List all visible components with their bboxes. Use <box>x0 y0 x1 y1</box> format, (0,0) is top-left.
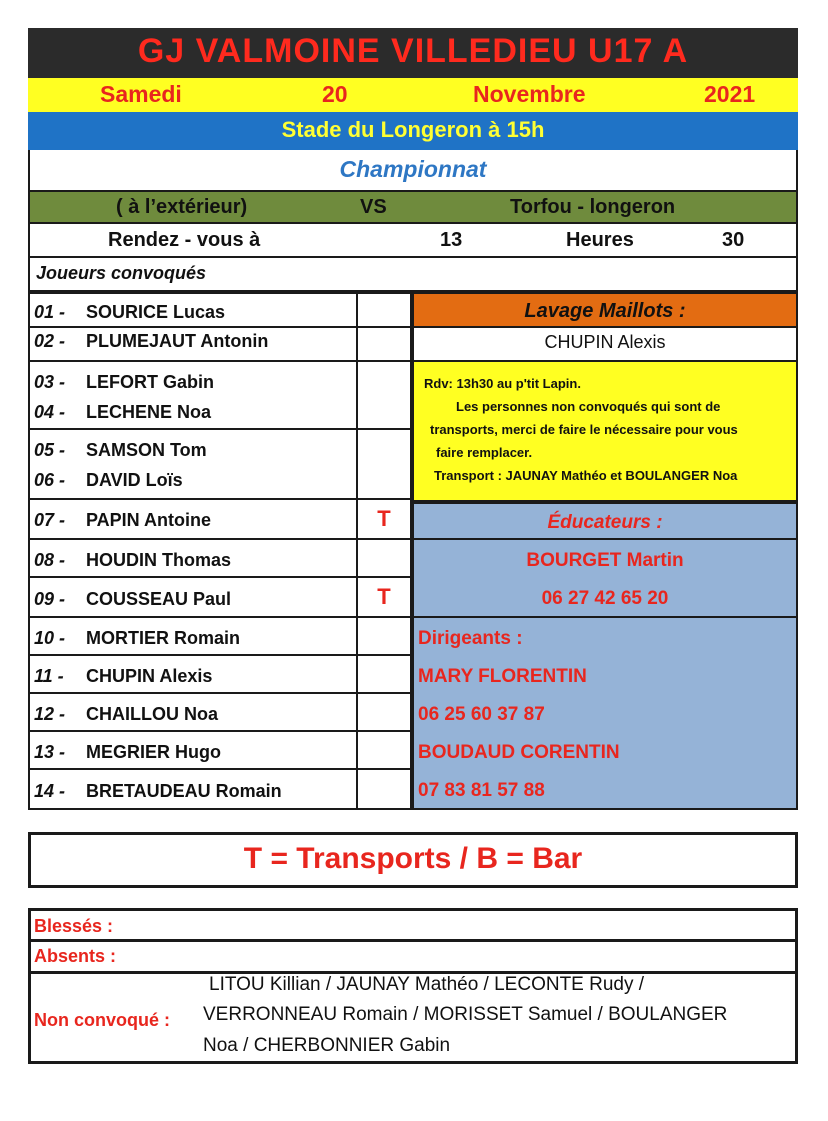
laundry-title: Lavage Maillots : <box>524 300 686 322</box>
date-banner <box>28 78 798 112</box>
rendezvous-minutes: 30 <box>722 229 745 251</box>
player-number: 01 - <box>34 302 66 322</box>
legend-text: T = Transports / B = Bar <box>243 842 583 875</box>
player-name: COUSSEAU Paul <box>86 589 232 609</box>
players-header <box>28 258 798 292</box>
player-number: 12 - <box>34 704 66 724</box>
note-line: Les personnes non convoqués qui sont de <box>456 399 721 414</box>
manager-name: MARY FLORENTIN <box>418 666 587 687</box>
player-name: HOUDIN Thomas <box>86 550 232 570</box>
transport-cell <box>356 540 412 578</box>
player-row <box>28 732 358 770</box>
transport-cell <box>356 430 412 500</box>
player-row <box>28 578 358 618</box>
transport-cell: T <box>356 578 412 618</box>
player-name: MEGRIER Hugo <box>86 742 221 762</box>
opponent-name: Torfou - longeron <box>510 196 676 218</box>
managers-panel <box>412 618 798 810</box>
player-row <box>28 656 358 694</box>
transport-cell <box>356 618 412 656</box>
date-number: 20 <box>322 81 348 107</box>
player-row <box>28 362 358 430</box>
match-banner <box>28 190 798 224</box>
player-number: 10 - <box>34 628 66 648</box>
note-line: transports, merci de faire le nécessaire pour vous <box>430 422 738 437</box>
note-line: Rdv: 13h30 au p'tit Lapin. <box>424 376 581 391</box>
rendezvous-hour: 13 <box>440 229 463 251</box>
player-name: MORTIER Romain <box>86 628 241 648</box>
day-label: Samedi <box>100 81 182 107</box>
rendezvous-row <box>28 224 798 258</box>
vs-label: VS <box>360 196 387 218</box>
manager-phone: 06 25 60 37 87 <box>418 704 545 725</box>
player-name: LECHENE Noa <box>86 402 212 422</box>
title-banner <box>28 28 798 78</box>
coaches-title: Éducateurs : <box>547 512 663 533</box>
not-selected-line: LITOU Killian / JAUNAY Mathéo / LECONTE Rudy / <box>209 974 645 995</box>
not-selected-label: Non convoqué : <box>34 1010 170 1030</box>
managers-title: Dirigeants : <box>418 628 523 649</box>
player-name: LEFORT Gabin <box>86 372 214 392</box>
player-name: SOURICE Lucas <box>86 302 226 322</box>
injured-row <box>28 908 798 942</box>
player-number: 08 - <box>34 550 66 570</box>
player-name: PAPIN Antoine <box>86 510 211 530</box>
player-number: 02 - <box>34 331 66 351</box>
hours-label: Heures <box>566 229 634 251</box>
transport-cell <box>356 770 412 810</box>
laundry-assignee: CHUPIN Alexis <box>544 332 666 352</box>
player-name: SAMSON Tom <box>86 440 207 460</box>
player-number: 13 - <box>34 742 66 762</box>
laundry-header <box>412 292 798 328</box>
player-number: 06 - <box>34 470 66 490</box>
manager-phone: 07 83 81 57 88 <box>418 780 545 801</box>
not-selected-line: VERRONNEAU Romain / MORISSET Samuel / BOULANGER <box>203 1004 728 1025</box>
player-row <box>28 500 358 540</box>
player-row <box>28 430 358 500</box>
injured-label: Blessés : <box>34 916 114 936</box>
month-label: Novembre <box>473 81 586 107</box>
player-name: DAVID Loïs <box>86 470 183 490</box>
player-row <box>28 618 358 656</box>
laundry-assignee-row <box>412 328 798 362</box>
player-row <box>28 540 358 578</box>
player-name: PLUMEJAUT Antonin <box>86 331 269 351</box>
not-selected-line: Noa / CHERBONNIER Gabin <box>203 1035 451 1056</box>
coaches-header <box>412 502 798 540</box>
note-line: Transport : JAUNAY Mathéo et BOULANGER Noa <box>434 468 738 483</box>
player-number: 14 - <box>34 781 66 801</box>
transport-cell <box>356 362 412 430</box>
transport-cell: T <box>356 500 412 540</box>
player-number: 05 - <box>34 440 66 460</box>
player-name: BRETAUDEAU Romain <box>86 781 282 801</box>
players-header-label: Joueurs convoqués <box>36 263 207 283</box>
player-row <box>28 328 358 362</box>
stadium-label: Stade du Longeron à 15h <box>281 117 545 142</box>
absent-row <box>28 942 798 974</box>
transport-cell <box>356 732 412 770</box>
legend-box <box>28 832 798 888</box>
match-location: ( à l’extérieur) <box>116 196 248 218</box>
player-number: 07 - <box>34 510 66 530</box>
year-label: 2021 <box>704 81 756 107</box>
player-row <box>28 770 358 810</box>
rendezvous-label: Rendez - vous à <box>108 229 261 251</box>
transport-cell <box>356 328 412 362</box>
player-name: CHUPIN Alexis <box>86 666 213 686</box>
player-number: 03 - <box>34 372 66 392</box>
note-line: faire remplacer. <box>436 445 533 460</box>
player-row <box>28 694 358 732</box>
player-number: 11 - <box>34 666 64 686</box>
manager-name: BOUDAUD CORENTIN <box>418 742 620 763</box>
player-number: 04 - <box>34 402 66 422</box>
absent-label: Absents : <box>34 946 117 966</box>
coach-phone: 06 27 42 65 20 <box>541 588 669 609</box>
team-title: GJ VALMOINE VILLEDIEU U17 A <box>137 32 689 70</box>
coaches-panel <box>412 540 798 618</box>
transport-cell <box>356 656 412 694</box>
competition-label: Championnat <box>339 156 487 182</box>
competition-banner <box>28 150 798 190</box>
stadium-banner <box>28 112 798 150</box>
player-name: CHAILLOU Noa <box>86 704 218 724</box>
player-row <box>28 292 358 328</box>
coach-name: BOURGET Martin <box>526 550 684 571</box>
player-number: 09 - <box>34 589 66 609</box>
not-selected-row <box>28 974 798 1064</box>
transport-cell <box>356 694 412 732</box>
info-note <box>412 362 798 502</box>
transport-cell <box>356 292 412 328</box>
